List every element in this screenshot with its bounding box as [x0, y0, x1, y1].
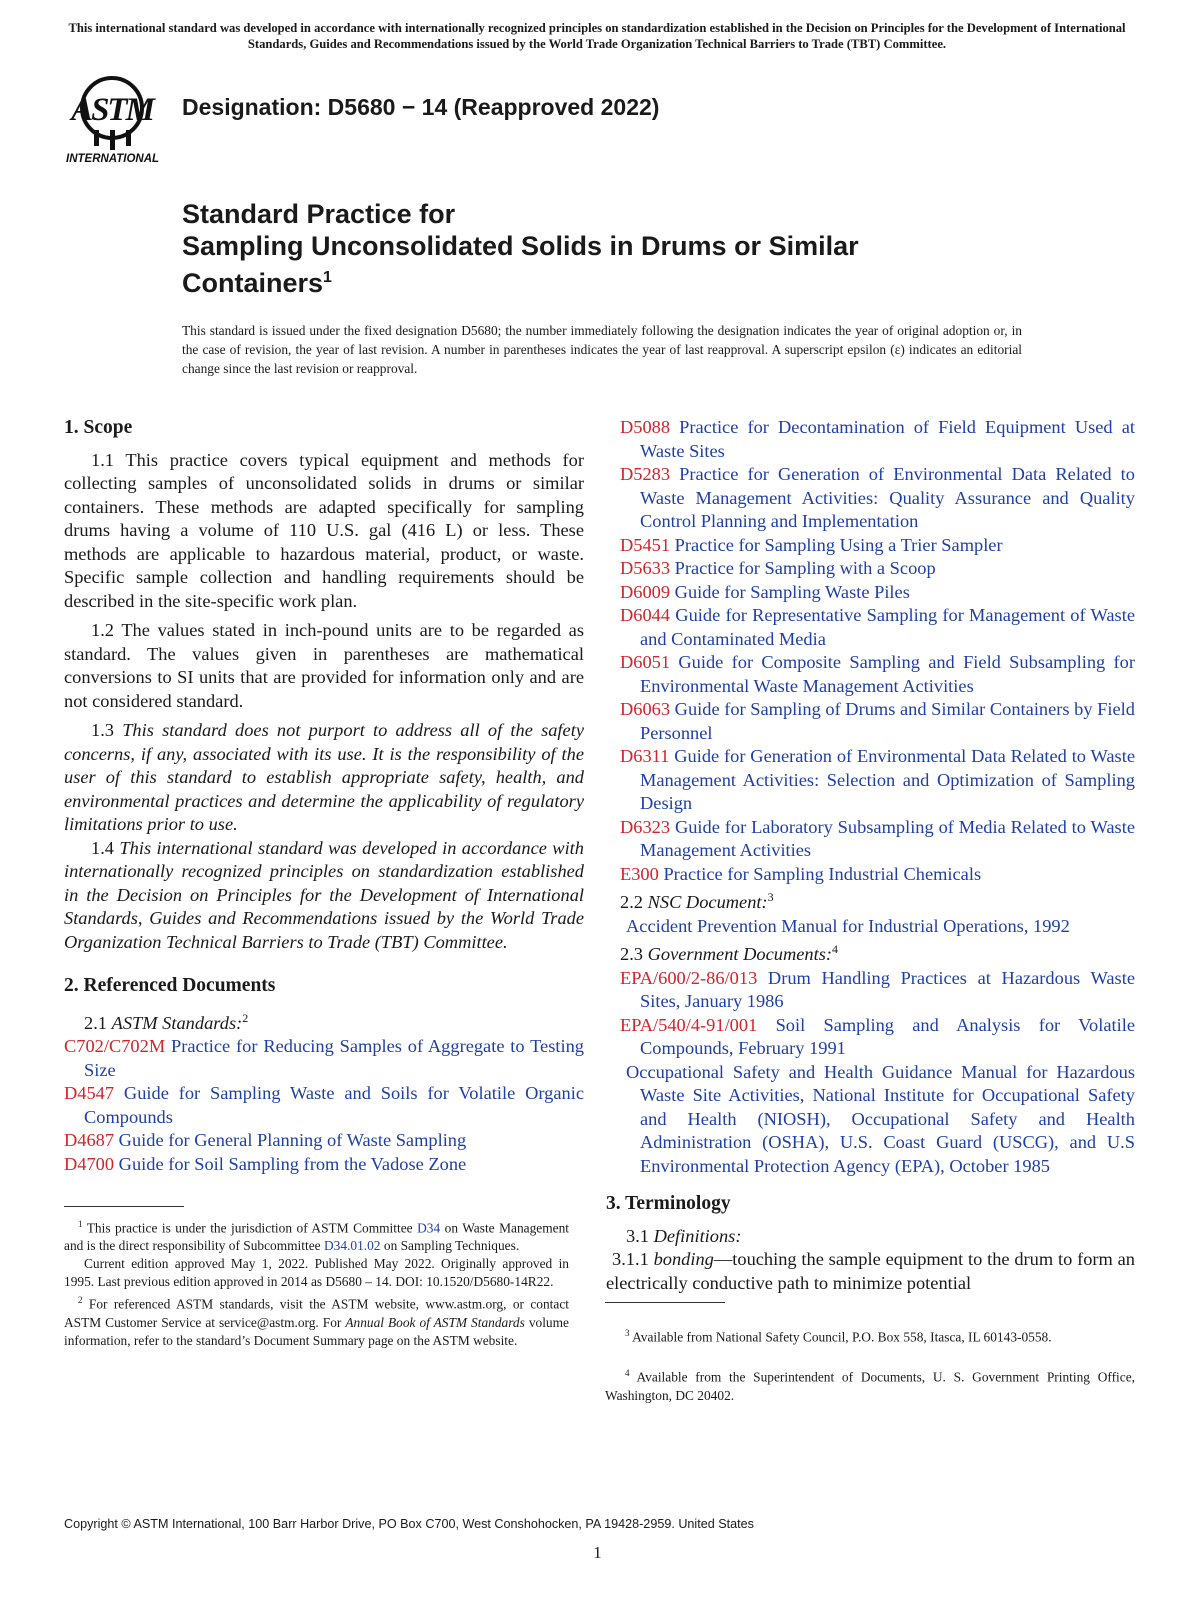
- astm-reference-code-link[interactable]: C702/C702M: [64, 1036, 166, 1057]
- logo-text: ASTM: [71, 92, 153, 128]
- scope-1-4-text: This international standard was developed in accordance with internationally recognized principles on standardization established in the Decision on Principles for the Development of International Standards, Guides and Recommendations issued by the World Trade Organization Technical Barriers to Trade (TBT) Committee.: [64, 837, 584, 952]
- footnotes-right: [605, 1324, 1135, 1405]
- astm-reference-item: [64, 1082, 584, 1129]
- astm-reference-title-link[interactable]: Guide for Sampling of Drums and Similar Containers by Field Personnel: [640, 699, 1135, 743]
- nsc-document-link[interactable]: Accident Prevention Manual for Industrial Operations, 1992: [626, 915, 1070, 936]
- fn1-text-b: on Waste Management and is the direct responsibility of Subcommittee: [64, 1220, 570, 1254]
- astm-reference-title-link[interactable]: Guide for Sampling Waste Piles: [674, 581, 910, 602]
- astm-reference-title-link[interactable]: Practice for Sampling Using a Trier Sampler: [674, 534, 1003, 555]
- astm-reference-item: [620, 463, 1135, 534]
- document-title: [182, 198, 982, 299]
- astm-reference-title-link[interactable]: Guide for Sampling Waste and Soils for Volatile Organic Compounds: [84, 1083, 584, 1127]
- subcommittee-link[interactable]: D34.01.02: [323, 1238, 381, 1254]
- definition-bonding: [606, 1248, 1135, 1295]
- footnote-3: [605, 1324, 1135, 1346]
- astm-reference-item: [620, 557, 1135, 581]
- copyright-line: Copyright © ASTM International, 100 Barr Harbor Drive, PO Box C700, West Conshohocken, PA 19428-2959. United States: [64, 1517, 754, 1531]
- astm-reference-code-link[interactable]: D5283: [620, 464, 671, 484]
- astm-reference-item: [620, 416, 1135, 463]
- astm-reference-title-link[interactable]: Guide for Composite Sampling and Field Subsampling for Environmental Waste Management Activities: [640, 652, 1135, 696]
- astm-reference-code-link[interactable]: D5633: [620, 558, 671, 578]
- fn4-text: Available from the Superintendent of Documents, U. S. Government Printing Office, Washington, DC 20402.: [605, 1369, 1136, 1403]
- astm-reference-item: [620, 745, 1135, 816]
- right-reference-list: [620, 416, 1135, 886]
- astm-standards-num: 2.1: [84, 1012, 107, 1033]
- referenced-heading: 2. Referenced Documents: [64, 975, 276, 996]
- fn1-text-a: This practice is under the jurisdiction of ASTM Committee: [86, 1220, 413, 1236]
- astm-reference-item: [620, 698, 1135, 745]
- issuance-statement: This standard is issued under the fixed designation D5680; the number immediately following the designation indicates the year of original adoption or, in the case of revision, the year of last revision. A number in parentheses indicates the year of last reapproval. A superscript epsilon (ε) indicates an editorial change since the last revision or reapproval.: [182, 323, 1022, 376]
- astm-reference-title-link[interactable]: Guide for Representative Sampling for Management of Waste and Contaminated Media: [640, 605, 1135, 649]
- designation: Designation: D5680 − 14 (Reapproved 2022): [182, 94, 660, 120]
- title-line-1: Standard Practice for: [182, 199, 456, 229]
- scope-1-4-num: 1.4: [91, 837, 114, 858]
- definitions-text: Definitions:: [653, 1225, 742, 1246]
- fn3-mark: 3: [625, 1328, 630, 1338]
- astm-standards-sup: 2: [242, 1010, 249, 1025]
- nsc-text: NSC Document:: [647, 892, 768, 913]
- astm-reference-code-link[interactable]: D4547: [64, 1083, 115, 1104]
- fn1-mark: 1: [78, 1219, 83, 1229]
- title-line-2: Sampling Unconsolidated Solids in Drums or Similar: [182, 231, 859, 261]
- astm-reference-code-link[interactable]: D6323: [620, 816, 671, 837]
- fn2-italic: Annual Book of ASTM Standards: [345, 1314, 525, 1330]
- gov-reference-item: [620, 967, 1135, 1014]
- astm-reference-code-link[interactable]: D5451: [620, 534, 671, 555]
- fn2-mark: 2: [78, 1295, 83, 1306]
- astm-logo: [64, 70, 168, 166]
- fn3-text: Available from National Safety Council, P.O. Box 558, Itasca, IL 60143-0558.: [632, 1329, 1052, 1345]
- fn4-mark: 4: [625, 1368, 630, 1379]
- fn1-text-c: on Sampling Techniques.: [383, 1238, 520, 1254]
- scope-1-3: [64, 719, 584, 837]
- scope-1-4: [64, 837, 584, 955]
- astm-reference-code-link[interactable]: D6063: [620, 699, 671, 719]
- astm-reference-code-link[interactable]: D6009: [620, 581, 671, 602]
- astm-standards-text: ASTM Standards:: [111, 1012, 243, 1033]
- terminology-heading: 3. Terminology: [606, 1193, 731, 1215]
- astm-reference-item: [620, 651, 1135, 698]
- astm-reference-item: [620, 534, 1135, 558]
- footnote-1-edition: Current edition approved May 1, 2022. Published May 2022. Originally approved in 1995. Last previous edition approved in 2014 as D5680 – 14. DOI: 10.1520/D5680-14R22.: [64, 1256, 569, 1290]
- wto-notice: This international standard was developed in accordance with internationally recognized principles on standardization established in the Decision on Principles for the Development of International Standards, Guides and Recommendations issued by the World Trade Organization Technical Barriers to Trade (TBT) Committee.: [68, 21, 1126, 51]
- gov-reference-title-link[interactable]: Drum Handling Practices at Hazardous Waste Sites, January 1986: [640, 967, 1135, 1012]
- definitions-label: [620, 1225, 1135, 1249]
- nsc-document-label: [620, 886, 1135, 915]
- footnote-rule-right: [605, 1302, 725, 1303]
- astm-reference-code-link[interactable]: D6311: [620, 746, 670, 766]
- astm-reference-code-link[interactable]: D6051: [620, 652, 671, 672]
- scope-1-3-num: 1.3: [91, 720, 114, 740]
- gov-reference-code-link[interactable]: EPA/540/4-91/001: [620, 1014, 758, 1035]
- gov-reference-title-link[interactable]: Soil Sampling and Analysis for Volatile Compounds, February 1991: [640, 1014, 1136, 1059]
- astm-reference-item: [620, 863, 1135, 887]
- nsc-sup: 3: [767, 890, 774, 904]
- logo-subtext: INTERNATIONAL: [66, 153, 160, 165]
- gov-num: 2.3: [620, 944, 643, 965]
- footnote-4: [605, 1364, 1135, 1404]
- astm-reference-code-link[interactable]: D5088: [620, 417, 671, 437]
- astm-standards-label: [64, 1007, 584, 1036]
- astm-reference-code-link[interactable]: D4700: [64, 1153, 115, 1174]
- title-line-3: Containers: [182, 268, 324, 298]
- footnote-2: [64, 1291, 569, 1349]
- gov-reference-list: [620, 967, 1135, 1061]
- fn2-text-a: For referenced ASTM standards, visit the ASTM website, www.astm.org, or contact ASTM Customer Service at service@astm.org. For: [64, 1296, 569, 1330]
- astm-reference-item: [620, 604, 1135, 651]
- astm-reference-item: [64, 1129, 584, 1153]
- gov-sup: 4: [831, 942, 838, 957]
- astm-reference-title-link[interactable]: Practice for Generation of Environmental Data Related to Waste Management Activities: Quality Assurance and Quality Control Planning and Implementation: [640, 464, 1135, 531]
- footnote-rule-left: [64, 1206, 184, 1207]
- gov-text: Government Documents:: [647, 944, 832, 965]
- gov-reference-item: [620, 1014, 1135, 1061]
- footnote-1: [64, 1215, 569, 1255]
- left-column: [64, 416, 584, 1176]
- gov-reference-code-link[interactable]: EPA/600/2-86/013: [620, 967, 758, 988]
- astm-reference-item: [64, 1153, 584, 1177]
- definition-num: 3.1.1: [612, 1249, 649, 1270]
- astm-reference-title-link[interactable]: Guide for General Planning of Waste Sampling: [118, 1130, 467, 1151]
- astm-reference-title-link[interactable]: Practice for Decontamination of Field Equipment Used at Waste Sites: [640, 417, 1135, 461]
- page-number: 1: [593, 1543, 602, 1562]
- title-footnote-mark: 1: [323, 269, 332, 286]
- scope-heading: 1. Scope: [64, 417, 133, 438]
- definition-term: bonding: [653, 1249, 714, 1270]
- left-reference-list: [64, 1035, 584, 1176]
- astm-reference-title-link[interactable]: Practice for Reducing Samples of Aggregate to Testing Size: [84, 1036, 584, 1080]
- gov-manual-link[interactable]: Occupational Safety and Health Guidance Manual for Hazardous Waste Site Activities, National Institute for Occupational Safety and Health (NIOSH), Occupational Safety and Health Administration (OSHA), U.S. Coast Guard (USCG), and U.S Environmental Protection Agency (EPA), October 1985: [626, 1061, 1135, 1176]
- scope-1-3-text: This standard does not purport to address all of the safety concerns, if any, associated with its use. It is the responsibility of the user of this standard to establish appropriate safety, health, and environmental practices and determine the applicability of regulatory limitations prior to use.: [64, 720, 584, 834]
- footnotes-left: [64, 1215, 569, 1350]
- gov-documents-label: [620, 938, 1135, 967]
- astm-reference-title-link[interactable]: Practice for Sampling Industrial Chemicals: [663, 863, 982, 884]
- astm-reference-title-link[interactable]: Practice for Sampling with a Scoop: [674, 558, 936, 578]
- astm-reference-title-link[interactable]: Guide for Soil Sampling from the Vadose Zone: [118, 1153, 467, 1174]
- definitions-num: 3.1: [626, 1225, 649, 1246]
- astm-reference-code-link[interactable]: D6044: [620, 605, 671, 625]
- astm-reference-item: [64, 1035, 584, 1082]
- astm-reference-title-link[interactable]: Guide for Laboratory Subsampling of Media Related to Waste Management Activities: [640, 816, 1135, 860]
- scope-1-1: 1.1 This practice covers typical equipment and methods for collecting samples of unconsolidated solids in drums or similar containers. These methods are adapted specifically for sampling drums having a volume of 110 U.S. gal (416 L) or less. These methods are applicable to hazardous material, product, or waste. Specific sample collection and handling requirements should be described in the site-specific work plan.: [64, 449, 584, 611]
- fn2-text-b: volume information, refer to the standard’s Document Summary page on the ASTM website.: [64, 1314, 569, 1348]
- astm-reference-code-link[interactable]: D4687: [64, 1130, 115, 1151]
- right-column: [606, 416, 1136, 1301]
- committee-d34-link[interactable]: D34: [417, 1220, 441, 1236]
- astm-reference-item: [620, 581, 1135, 605]
- nsc-num: 2.2: [620, 892, 643, 913]
- astm-reference-item: [620, 816, 1135, 863]
- astm-reference-code-link[interactable]: E300: [620, 863, 659, 884]
- astm-reference-title-link[interactable]: Guide for Generation of Environmental Data Related to Waste Management Activities: Selection and Optimization of Sampling Design: [640, 746, 1135, 813]
- definition-text: —touching the sample equipment to the drum to form an electrically conductive path to minimize potential: [606, 1249, 1135, 1293]
- scope-1-2: 1.2 The values stated in inch-pound units are to be regarded as standard. The values given in parentheses are mathematical conversions to SI units that are provided for information only and are not considered standard.: [64, 620, 584, 711]
